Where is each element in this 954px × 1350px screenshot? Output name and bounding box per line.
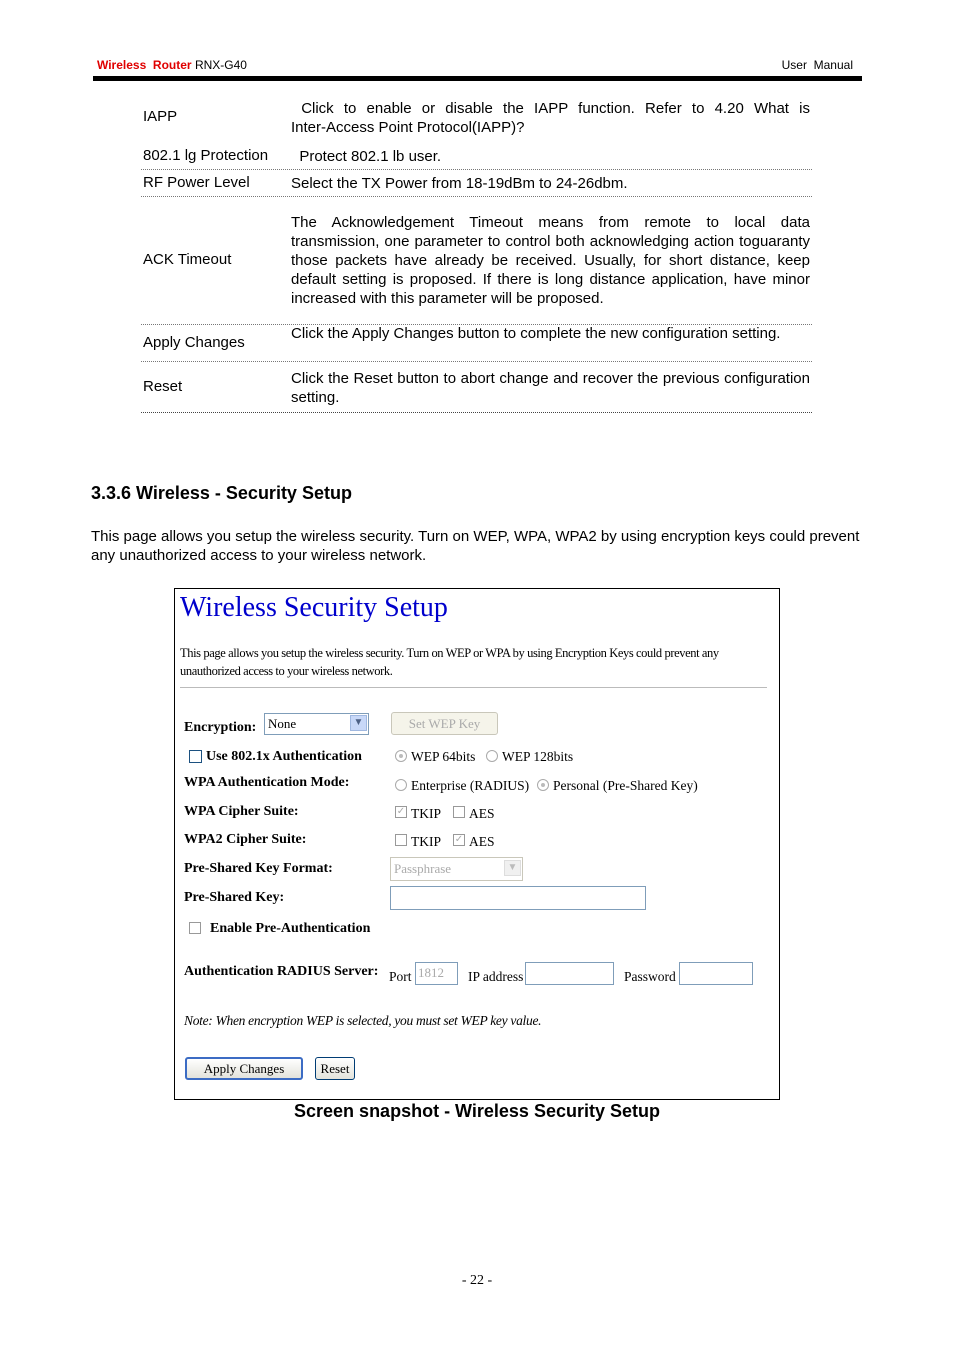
use-8021x-checkbox[interactable] <box>189 750 202 763</box>
header-title <box>97 58 247 72</box>
radius-label: Authentication RADIUS Server: <box>184 964 379 979</box>
use-8021x-label: Use 802.1x Authentication <box>206 749 362 764</box>
table-row <box>141 325 812 362</box>
wep128-radio[interactable] <box>486 750 498 762</box>
wep64-label: WEP 64bits <box>411 749 476 764</box>
apply-changes-button[interactable]: Apply Changes <box>185 1057 303 1080</box>
encryption-select[interactable] <box>264 713 369 735</box>
row-desc: Select the TX Power from 18-19dBm to 24-26dbm. <box>291 175 628 192</box>
screenshot-intro: This page allows you setup the wireless security. Turn on WEP or WPA by using Encryption Keys could prevent any unauthorized access to your wireless network. <box>180 646 719 678</box>
page-number: - 22 - <box>461 1273 493 1288</box>
wpa-tkip-checkbox[interactable]: ✓ <box>396 806 406 817</box>
section-body: This page allows you setup the wireless security. Turn on WEP, WPA, WPA2 by using encryption keys could prevent any unauthorized access to your wireless network. <box>91 528 860 564</box>
row-name: Reset <box>143 378 183 395</box>
wpa2-tkip-checkbox[interactable] <box>395 834 407 846</box>
encryption-label: Encryption: <box>184 720 257 735</box>
row-desc: Click the Reset button to abort change and recover the previous configuration setting. <box>291 370 810 406</box>
header-rule <box>93 76 862 81</box>
section-title: 3.3.6 Wireless - Security Setup <box>91 483 352 503</box>
port-input[interactable]: 1812 <box>415 962 458 985</box>
wep64-radio[interactable] <box>395 750 407 762</box>
header-model: RNX-G40 <box>194 58 247 72</box>
figure-caption: Screen snapshot - Wireless Security Setup <box>294 1101 660 1121</box>
table-row <box>141 143 812 170</box>
personal-label: Personal (Pre-Shared Key) <box>553 778 698 793</box>
enterprise-radio[interactable] <box>395 779 407 791</box>
wpa-cipher-label: WPA Cipher Suite: <box>184 804 299 819</box>
psk-input[interactable] <box>390 886 646 910</box>
wpa2-tkip-label: TKIP <box>411 834 441 849</box>
wpa2-aes-label: AES <box>469 834 495 849</box>
table-row <box>141 170 812 197</box>
psk-label: Pre-Shared Key: <box>184 890 285 905</box>
table-row <box>141 197 812 325</box>
chevron-down-icon: ▼ <box>350 715 367 731</box>
header-brand: Wireless Router <box>97 58 192 72</box>
wpa-auth-mode-label: WPA Authentication Mode: <box>184 775 350 790</box>
row-name: RF Power Level <box>143 174 250 191</box>
table-row <box>141 362 812 413</box>
set-wep-key-button[interactable]: Set WEP Key <box>391 712 498 735</box>
row-desc: The Acknowledgement Timeout means from remote to local data transmission, one parameter to control both acknowledging action toguaranty those packets have already be received. Usually, for short distance, keep default setting is proposed. If there is long distance application, have minor increased with this parameter will be proposed. <box>291 214 810 307</box>
ip-address-input[interactable] <box>525 962 614 985</box>
personal-radio[interactable] <box>537 779 549 791</box>
port-label: Port <box>389 969 412 984</box>
wep-note: Note: When encryption WEP is selected, you must set WEP key value. <box>184 1013 542 1028</box>
row-name: ACK Timeout <box>143 251 232 268</box>
psk-format-select[interactable] <box>390 857 523 881</box>
header-right: User Manual <box>781 58 853 72</box>
reset-button[interactable]: Reset <box>315 1057 355 1080</box>
row-desc: Protect 802.1 lb user. <box>291 148 442 165</box>
wpa2-cipher-label: WPA2 Cipher Suite: <box>184 832 307 847</box>
row-name: IAPP <box>143 108 178 125</box>
row-name: 802.1 lg Protection <box>143 147 269 164</box>
wep128-label: WEP 128bits <box>502 749 574 764</box>
wpa-tkip-label: TKIP <box>411 806 441 821</box>
pre-auth-checkbox[interactable] <box>189 922 201 934</box>
pre-auth-label: Enable Pre-Authentication <box>210 921 371 936</box>
wpa-aes-checkbox[interactable] <box>453 806 465 818</box>
wpa2-aes-checkbox[interactable]: ✓ <box>454 834 464 845</box>
psk-format-value: Passphrase <box>394 861 452 876</box>
chevron-down-icon: ▼ <box>504 860 521 876</box>
divider <box>180 687 767 688</box>
password-input[interactable] <box>679 962 753 985</box>
wpa-aes-label: AES <box>469 806 495 821</box>
password-label: Password <box>624 969 676 984</box>
psk-format-label: Pre-Shared Key Format: <box>184 861 333 876</box>
enterprise-label: Enterprise (RADIUS) <box>411 778 530 793</box>
screenshot-title: Wireless Security Setup <box>180 592 448 623</box>
security-setup-screenshot <box>174 588 780 1100</box>
row-desc: Click to enable or disable the IAPP function. Refer to 4.20 What is Inter-Access Point Protocol(IAPP)? <box>291 100 815 136</box>
ip-address-label: IP address <box>468 969 524 984</box>
row-name: Apply Changes <box>143 334 245 351</box>
row-desc: Click the Apply Changes button to complete the new configuration setting. <box>291 325 781 342</box>
encryption-value: None <box>268 716 297 731</box>
